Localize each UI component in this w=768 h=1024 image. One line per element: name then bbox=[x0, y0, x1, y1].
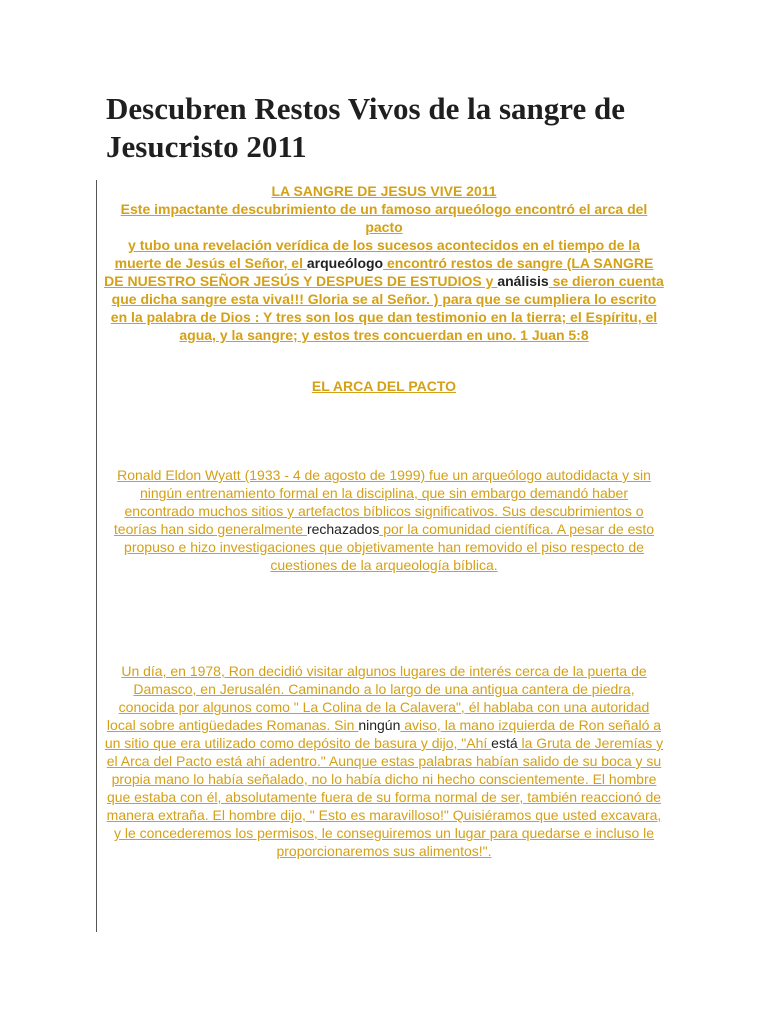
story-link-e[interactable]: la Gruta de Jeremías y el Arca del Pacto está ahí adentro." Aunque estas palabras habían salido de su boca y su propia mano lo había señalado, no lo había dicho ni hecho conscientemente. El hombre que estaba con él, absolutamente fuera de su forma normal de ser, también reaccionó de manera extraña. El hombre dijo, " Esto es maravilloso!" Quisiéramos que usted excavara, y le concederemos los permisos, le conseguiremos un lugar para quedarse e incluso le proporcionaremos sus alimentos!". bbox=[106, 735, 664, 859]
intro-word-arqueologo: arqueólogo bbox=[306, 255, 384, 271]
story-paragraph bbox=[104, 662, 664, 860]
wyatt-word-rechazados: rechazados bbox=[306, 521, 380, 537]
story-link-c[interactable]: aviso, la mano izquierda de Ron señaló a un sitio que era utilizado como depósito de basura y dijo, "Ahí bbox=[104, 717, 662, 751]
intro-block bbox=[104, 182, 664, 344]
story-word-esta: está bbox=[491, 735, 518, 751]
intro-line1-link[interactable]: Este impactante descubrimiento de un famoso arqueólogo encontró el arca del pacto bbox=[120, 201, 648, 235]
intro-word-analisis: análisis bbox=[497, 273, 549, 289]
arca-heading-link[interactable]: EL ARCA DEL PACTO bbox=[311, 378, 457, 394]
wyatt-link-c[interactable]: por la comunidad científica. A pesar de esto propuso e hizo investigaciones que objetivamente han removido el piso respecto de cuestiones de la arqueología bíblica. bbox=[124, 521, 655, 573]
intro-heading-link[interactable]: LA SANGRE DE JESUS VIVE 2011 bbox=[271, 183, 497, 199]
intro-line2-link-a[interactable]: y tubo una revelación verídica de los sucesos acontecidos en el tiempo de la muerte de Jesús el Señor, el bbox=[114, 237, 640, 271]
wyatt-paragraph bbox=[104, 466, 664, 574]
story-link-a[interactable]: Un día, en 1978, Ron decidió visitar algunos lugares de interés cerca de la puerta de Damasco, en Jerusalén. Caminando a lo largo de una antigua cantera de piedra, conocida por algunos como " La Colina de la Calavera", él hablaba con una autoridad local sobre antigüedades Romanas. Sin bbox=[106, 663, 650, 733]
arca-heading-block bbox=[104, 377, 664, 395]
story-word-ningun: ningún bbox=[358, 717, 401, 733]
intro-line2-link-c[interactable]: encontró restos de sangre (LA SANGRE DE NUESTRO SEÑOR JESÚS Y DESPUES DE ESTUDIOS y bbox=[104, 255, 654, 289]
wyatt-link-a[interactable]: Ronald Eldon Wyatt (1933 - 4 de agosto de 1999) fue un arqueólogo autodidacta y sin ningún entrenamiento formal en la disciplina, que sin embargo demandó haber encontrado muchos sitios y artefactos bíblicos significativos. Sus descubrimientos o teorías han sido generalmente bbox=[113, 467, 651, 537]
intro-line2-link-e[interactable]: se dieron cuenta que dicha sangre esta viva!!! Gloria se al Señor. ) para que se cumpliera lo escrito en la palabra de Dios : Y tres son los que dan testimonio en la tierra; el Espíritu, el agua, y la sangre; y estos tres concuerdan en uno. 1 Juan 5:8 bbox=[110, 273, 664, 343]
left-border-rule bbox=[96, 180, 97, 932]
page-title: Descubren Restos Vivos de la sangre de Jesucristo 2011 bbox=[106, 91, 625, 164]
